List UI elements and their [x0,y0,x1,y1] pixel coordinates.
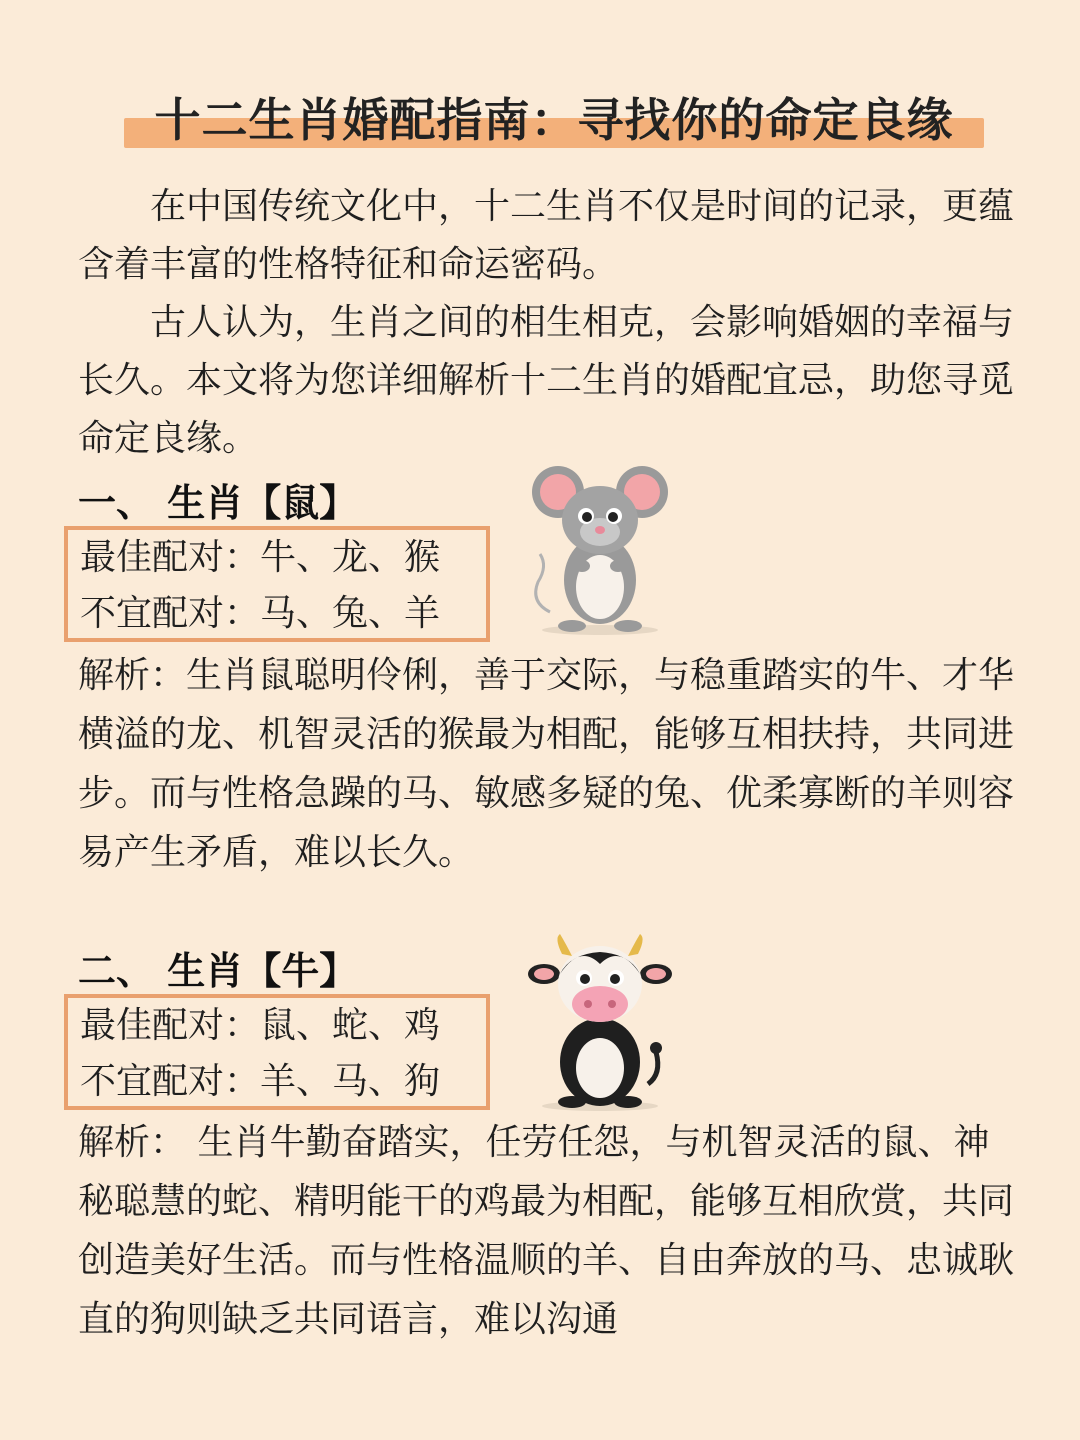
worst-match-rat: 不宜配对：马、兔、羊 [80,593,441,634]
mouse-illustration [520,462,680,637]
analysis-ox: 解析： 生肖牛勤奋踏实，任劳任怨，与机智灵活的鼠、神秘聪慧的蛇、精明能干的鸡最为相配，能够互相欣赏，共同创造美好生活。而与性格温顺的羊、自由奔放的马、忠诚耿直的狗则缺乏共同语言，难以沟通 [78,1122,1015,1340]
title-block [124,78,984,152]
section-heading-ox: 二、 生肖【牛】 [78,949,358,993]
intro-paragraph-1: 在中国传统文化中，十二生肖不仅是时间的记录，更蕴含着丰富的性格特征和命运密码。 [78,186,1015,285]
worst-match-ox: 不宜配对：羊、马、狗 [80,1061,441,1102]
best-match-ox: 最佳配对：鼠、蛇、鸡 [80,1005,441,1046]
analysis-rat: 解析：生肖鼠聪明伶俐，善于交际，与稳重踏实的牛、才华横溢的龙、机智灵活的猴最为相配，能够互相扶持，共同进步。而与性格急躁的马、敏感多疑的兔、优柔寡断的羊则容易产生矛盾，难以长久。 [78,655,1015,873]
section-heading-rat: 一、 生肖【鼠】 [78,481,358,525]
page-title: 十二生肖婚配指南：寻找你的命定良缘 [154,93,954,147]
intro-text [78,178,1018,468]
intro-paragraph-2: 古人认为，生肖之间的相生相克，会影响婚姻的幸福与长久。本文将为您详细解析十二生肖的婚配宜忌，助您寻觅命定良缘。 [78,302,1015,459]
best-match-rat: 最佳配对：牛、龙、猴 [80,537,441,578]
pairing-box-rat [64,526,490,642]
pairing-box-ox [64,994,490,1110]
cow-illustration [520,934,680,1114]
